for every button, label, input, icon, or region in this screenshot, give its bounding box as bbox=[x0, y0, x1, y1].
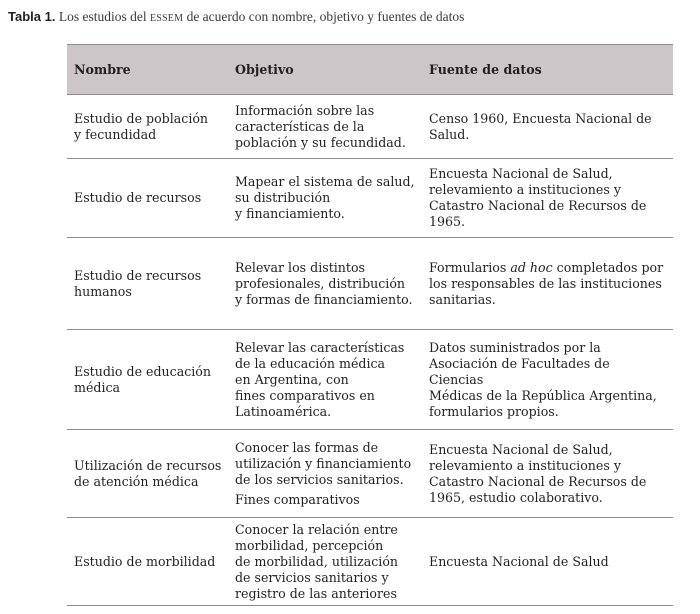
cell-line: Estudio de morbilidad bbox=[74, 553, 216, 569]
header-fuente: Fuente de datos bbox=[422, 45, 673, 95]
cell-line: 1965. bbox=[429, 214, 466, 229]
cell-line: Datos suministrados por la bbox=[429, 339, 601, 355]
cell-line: Conocer las formas de bbox=[235, 439, 379, 455]
cell-fuente bbox=[422, 330, 673, 430]
cell-objetivo bbox=[228, 518, 422, 606]
cell-line: Salud. bbox=[429, 126, 470, 142]
cell-objetivo bbox=[228, 95, 422, 159]
caption-acronym: ESSEM bbox=[149, 13, 184, 24]
cell-line: Relevar las características bbox=[235, 339, 405, 355]
table-row bbox=[67, 238, 673, 330]
table-row bbox=[67, 518, 673, 606]
cell-fuente bbox=[422, 95, 673, 159]
cell-nombre bbox=[67, 95, 228, 159]
table-row bbox=[67, 330, 673, 430]
cell-line: Catastro Nacional de Recursos de bbox=[429, 473, 647, 489]
cell-line: Encuesta Nacional de Salud, bbox=[429, 441, 613, 457]
cell-line: Latinoamérica. bbox=[235, 403, 332, 419]
cell-line: Estudio de población bbox=[74, 110, 209, 126]
cell-nombre bbox=[67, 238, 228, 330]
table-caption bbox=[8, 9, 464, 27]
cell-line: Encuesta Nacional de Salud bbox=[429, 553, 609, 569]
cell-line: relevamiento a instituciones y bbox=[429, 457, 621, 473]
fuente-suffix: completados por bbox=[552, 259, 664, 275]
cell-line: y financiamiento. bbox=[235, 206, 345, 221]
cell-line: y fecundidad bbox=[74, 126, 157, 142]
cell-line: Estudio de recursos bbox=[74, 190, 202, 205]
cell-line: Fines comparativos bbox=[235, 491, 360, 507]
table-row bbox=[67, 159, 673, 238]
cell-line: de servicios sanitarios y bbox=[235, 569, 389, 585]
cell-line: fines comparativos en bbox=[235, 387, 375, 403]
studies-table bbox=[67, 44, 673, 606]
cell-fuente bbox=[422, 518, 673, 606]
fuente-italic: ad hoc bbox=[510, 259, 553, 275]
cell-objetivo bbox=[228, 330, 422, 430]
cell-line: Relevar los distintos bbox=[235, 259, 365, 275]
table-row bbox=[67, 430, 673, 518]
cell-line: de atención médica bbox=[74, 473, 199, 489]
table-row bbox=[67, 95, 673, 159]
fuente-prefix: Formularios bbox=[429, 259, 511, 275]
cell-line: morbilidad, percepción bbox=[235, 537, 384, 553]
cell-fuente bbox=[422, 238, 673, 330]
cell-line: de morbilidad, utilización bbox=[235, 553, 399, 569]
cell-line: Estudio de educación bbox=[74, 363, 211, 379]
cell-line: formularios propios. bbox=[429, 403, 559, 419]
cell-line: médica bbox=[74, 379, 121, 395]
cell-line: registro de las anteriores bbox=[235, 585, 397, 601]
cell-line: Asociación de Facultades de Ciencias bbox=[429, 355, 610, 387]
cell-line: relevamiento a instituciones y bbox=[429, 182, 621, 197]
cell-line: sanitarias. bbox=[429, 291, 496, 307]
cell-line: humanos bbox=[74, 283, 132, 299]
table-header-row bbox=[67, 45, 673, 95]
header-nombre: Nombre bbox=[67, 45, 228, 95]
cell-line: Estudio de recursos bbox=[74, 267, 202, 283]
cell-line: y formas de financiamiento. bbox=[235, 291, 413, 307]
cell-line: su distribución bbox=[235, 190, 331, 205]
cell-line: utilización y financiamiento bbox=[235, 455, 412, 471]
cell-line: población y su fecundidad. bbox=[235, 134, 406, 150]
cell-fuente bbox=[422, 159, 673, 238]
cell-line: 1965, estudio colaborativo. bbox=[429, 489, 603, 505]
cell-line: Información sobre las bbox=[235, 102, 375, 118]
header-objetivo: Objetivo bbox=[228, 45, 422, 95]
caption-text-after: de acuerdo con nombre, objetivo y fuentes de datos bbox=[183, 9, 465, 24]
cell-line bbox=[429, 260, 667, 276]
cell-objetivo bbox=[228, 430, 422, 518]
cell-objetivo bbox=[228, 159, 422, 238]
cell-nombre bbox=[67, 430, 228, 518]
cell-line: Censo 1960, Encuesta Nacional de bbox=[429, 110, 652, 126]
caption-label: Tabla 1. bbox=[8, 9, 56, 24]
cell-line: características de la bbox=[235, 118, 365, 134]
cell-objetivo bbox=[228, 238, 422, 330]
cell-line: de los servicios sanitarios. bbox=[235, 471, 404, 487]
cell-line: los responsables de las instituciones bbox=[429, 275, 662, 291]
cell-line: de la educación médica bbox=[235, 355, 386, 371]
cell-fuente bbox=[422, 430, 673, 518]
cell-line: Conocer la relación entre bbox=[235, 521, 398, 537]
cell-line: profesionales, distribución bbox=[235, 275, 406, 291]
cell-line: en Argentina, con bbox=[235, 371, 349, 387]
cell-nombre bbox=[67, 518, 228, 606]
cell-line: Catastro Nacional de Recursos de bbox=[429, 198, 647, 213]
cell-line: Médicas de la República Argentina, bbox=[429, 387, 657, 403]
cell-nombre bbox=[67, 159, 228, 238]
cell-line: Utilización de recursos bbox=[74, 457, 222, 473]
cell-nombre bbox=[67, 330, 228, 430]
cell-line: Encuesta Nacional de Salud, bbox=[429, 166, 613, 181]
cell-line: Mapear el sistema de salud, bbox=[235, 174, 415, 189]
caption-text-before: Los estudios del bbox=[55, 9, 150, 24]
